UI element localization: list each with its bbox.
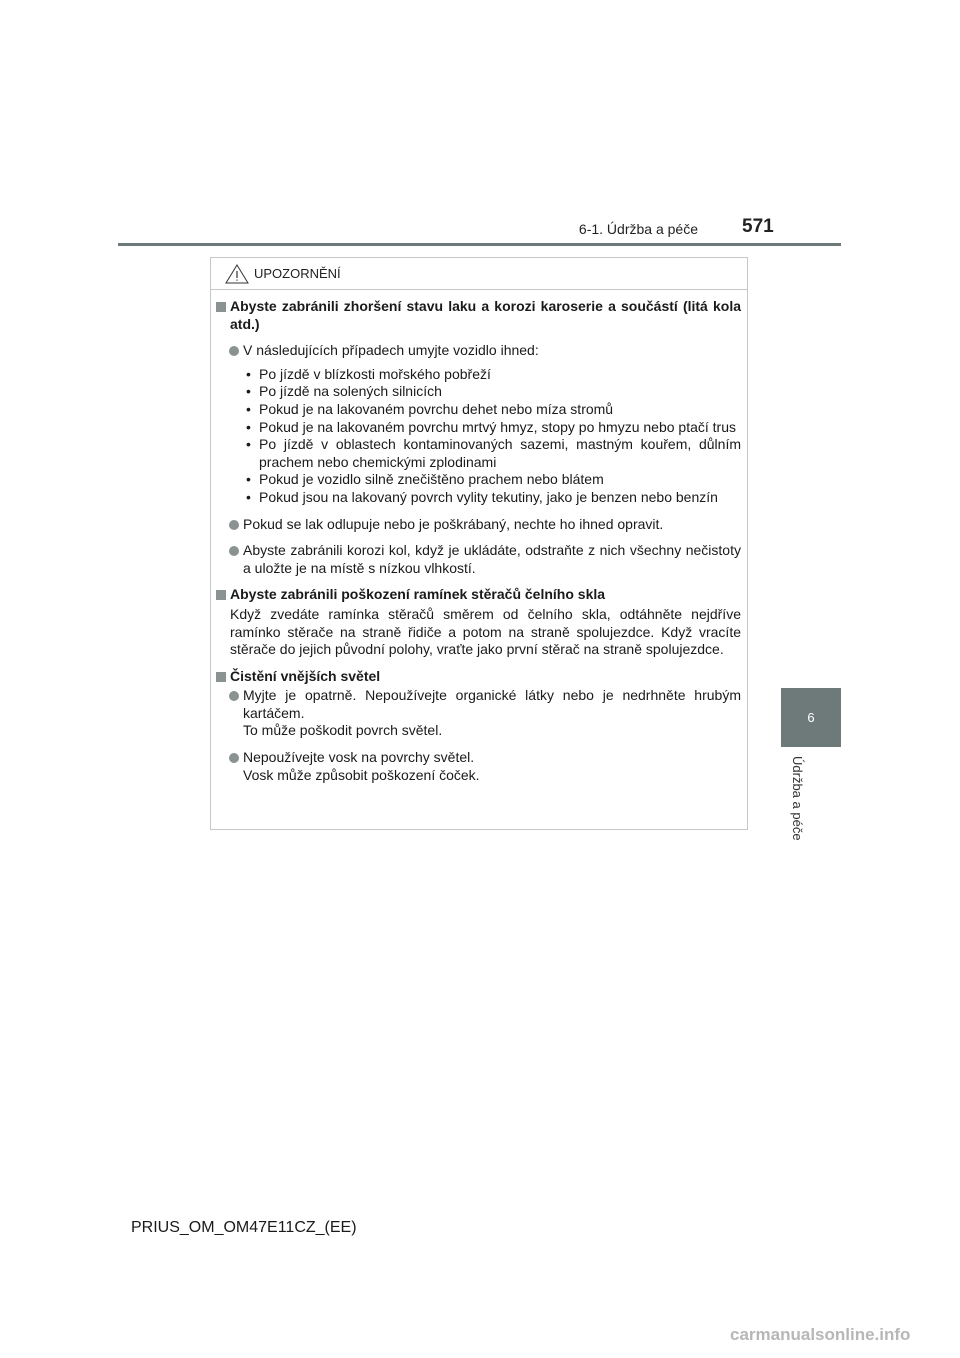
list-item-text: Po jízdě na solených silnicích: [259, 383, 442, 400]
section-heading: [215, 298, 741, 333]
list-item-text: Po jízdě v blízkosti mořského pobřeží: [259, 365, 491, 382]
list-item-text: Pokud je vozidlo silně znečištěno prachem nebo blátem: [259, 471, 604, 488]
list-item: • Po jízdě v blízkosti mořského pobřeží: [246, 365, 491, 382]
section-heading: [215, 586, 741, 604]
bullet-text: Pokud se lak odlupuje nebo je poškrábaný, nechte ho ihned opravit.: [243, 515, 664, 532]
sub-list: [215, 366, 741, 507]
circle-bullet-icon: [229, 753, 239, 763]
section-paragraph: Když zvedáte ramínka stěračů směrem od čelního skla, odtáhněte nejdříve ramínko stěrače na straně řidiče a potom na straně spolujezdce. Když vracíte stěrače do jejich původní polohy, vraťte jako první stěrač na straně spolujezdce.: [230, 605, 741, 658]
header-section-title: 6-1. Údržba a péče: [578, 221, 698, 237]
bullet-note: Vosk může způsobit poškození čoček.: [243, 766, 480, 783]
bullet-note: To může poškodit povrch světel.: [243, 722, 443, 739]
list-item: • Po jízdě v oblastech kontaminovaných sazemi, mastným kouřem, důlním prachem nebo chemickými zplodinami: [246, 436, 741, 470]
list-item: • Pokud je vozidlo silně znečištěno prachem nebo blátem: [246, 471, 604, 488]
heading-text: Čistění vnějších světel: [230, 667, 381, 684]
list-item-text: Po jízdě v oblastech kontaminovaných sazemi, mastným kouřem, důlním prachem nebo chemickými zplodinami: [259, 436, 741, 470]
bullet-text: Abyste zabránili korozi kol, když je ukládáte, odstraňte z nich všechny nečistoty a uložte je na místě s nízkou vlhkostí.: [243, 542, 741, 576]
list-item-text: Pokud je na lakovaném povrchu mrtvý hmyz, stopy po hmyzu nebo ptačí trus: [259, 418, 737, 435]
circle-bullet-icon: [229, 691, 239, 701]
warning-body: [211, 290, 747, 784]
bullet-text: Myjte je opatrně. Nepoužívejte organické látky nebo je nedrhněte hrubým kartáčem.: [243, 687, 741, 721]
header-rule: [118, 243, 841, 246]
bullet-item: [215, 687, 741, 740]
warning-title: UPOZORNĚNÍ: [254, 266, 341, 281]
list-item: • Po jízdě na solených silnicích: [246, 383, 442, 400]
circle-bullet-icon: [229, 520, 239, 530]
chapter-side-label: Údržba a péče: [790, 756, 805, 841]
bullet-item: [215, 516, 741, 534]
warning-triangle-icon: [225, 264, 249, 284]
list-item-text: Pokud jsou na lakovaný povrch vylity tekutiny, jako je benzen nebo benzín: [259, 488, 718, 505]
bullet-item: [215, 342, 741, 360]
heading-text: Abyste zabránili poškození ramínek stěračů čelního skla: [230, 586, 606, 603]
list-item-text: Pokud je na lakovaném povrchu dehet nebo míza stromů: [259, 400, 614, 417]
bullet-item: [215, 749, 741, 784]
square-bullet-icon: [216, 590, 226, 600]
square-bullet-icon: [216, 302, 226, 312]
circle-bullet-icon: [229, 546, 239, 556]
watermark: carmanualsonline.info: [730, 1325, 911, 1344]
footer-doc-code: PRIUS_OM_OM47E11CZ_(EE): [131, 1219, 357, 1236]
section-heading: [215, 668, 741, 686]
warning-box: [210, 257, 748, 830]
chapter-number: 6: [807, 710, 815, 725]
bullet-text: Nepoužívejte vosk na povrchy světel.: [243, 749, 475, 766]
page-number: 571: [742, 216, 774, 237]
heading-text: Abyste zabránili zhoršení stavu laku a korozi karoserie a součástí (litá kola atd.): [230, 298, 741, 332]
circle-bullet-icon: [229, 346, 239, 356]
warning-header: [211, 258, 747, 290]
chapter-tab: [781, 688, 841, 747]
square-bullet-icon: [216, 672, 226, 682]
list-item: • Pokud je na lakovaném povrchu dehet nebo míza stromů: [246, 400, 614, 417]
bullet-text: V následujících případech umyjte vozidlo ihned:: [243, 342, 539, 359]
list-item: • Pokud jsou na lakovaný povrch vylity tekutiny, jako je benzen nebo benzín: [246, 488, 718, 505]
list-item: • Pokud je na lakovaném povrchu mrtvý hmyz, stopy po hmyzu nebo ptačí trus: [246, 418, 737, 435]
bullet-item: [215, 542, 741, 577]
